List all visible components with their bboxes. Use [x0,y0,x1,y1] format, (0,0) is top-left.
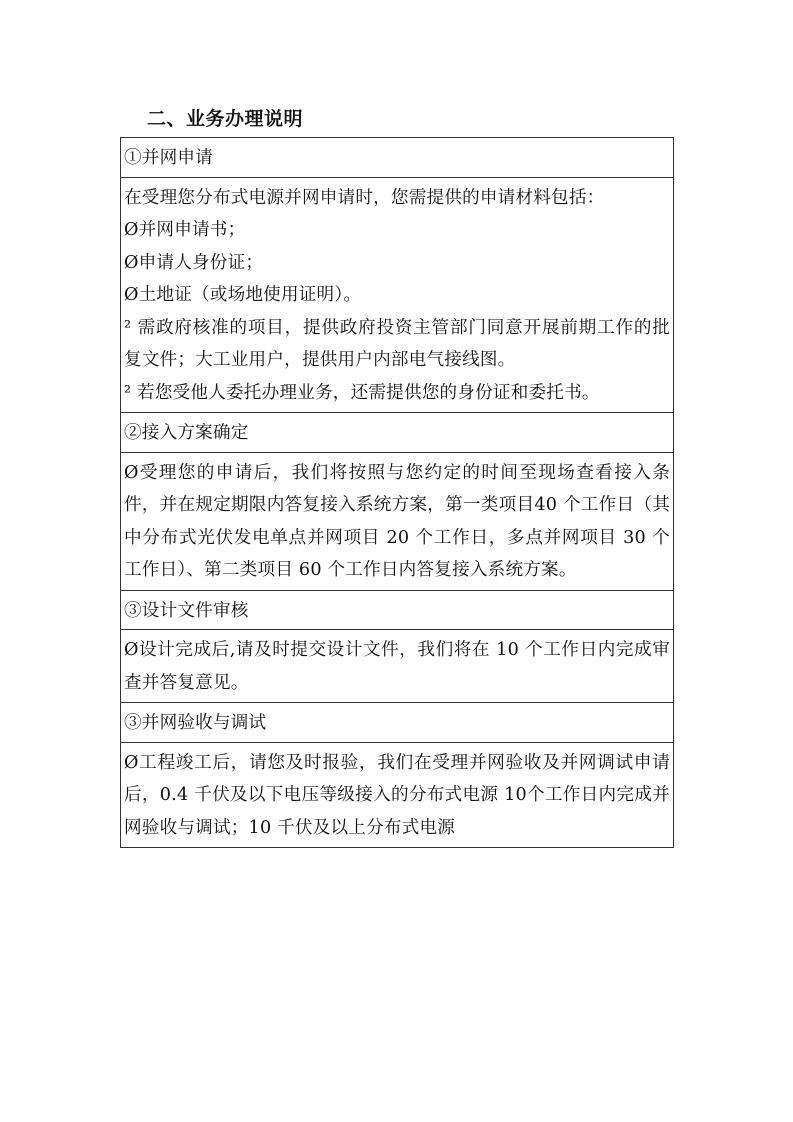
section-heading-acceptance-testing [121,703,673,743]
business-process-table [120,137,674,848]
section-body-acceptance-testing [121,743,673,849]
paragraph: Ø申请人身份证； [124,252,264,273]
section-body-grid-application [121,178,673,414]
paragraph: Ø土地证（或场地使用证明）。 [124,285,362,305]
paragraph: Ø设计完成后,请及时提交设计文件，我们将在 10 个工作日内完成审查并答复意见。 [124,640,670,693]
paragraph: 在受理您分布式电源并网申请时，您需提供的申请材料包括： [124,187,605,208]
section-body-design-review [121,630,673,703]
section-heading-access-plan [121,413,673,453]
section-heading-grid-application [121,138,673,178]
section-heading-text: ③设计文件审核 [124,600,249,621]
paragraph: Ø工程竣工后，请您及时报验，我们在受理并网验收及并网调试申请后，0.4 千伏及以下电压等级接入的分布式电源 10个工作日内完成并网验收与调试；10 千伏及以上分布式电源 [124,752,670,838]
paragraph: ² 若您受他人委托办理业务，还需提供您的身份证和委托书。 [124,382,600,403]
section-heading-text: ①并网申请 [124,148,213,168]
paragraph: Ø并网申请书； [124,220,246,240]
section-heading-text: ②接入方案确定 [124,423,249,443]
section-body-access-plan [121,453,673,591]
paragraph: ² 需政府核准的项目，提供政府投资主管部门同意开展前期工作的批复文件；大工业用户，提供用户内部电气接线图。 [124,317,670,370]
paragraph: Ø受理您的申请后，我们将按照与您约定的时间至现场查看接入条件，并在规定期限内答复接入系统方案，第一类项目40 个工作日（其中分布式光伏发电单点并网项目 20 个工作日，多点并网项目 30 个工作日）、第二类项目 60 个工作日内答复接入系统方案。 [124,462,670,580]
section-heading-text: ③并网验收与调试 [124,713,267,733]
page-title: 二、业务办理说明 [147,108,304,130]
section-heading-design-review [121,591,673,631]
